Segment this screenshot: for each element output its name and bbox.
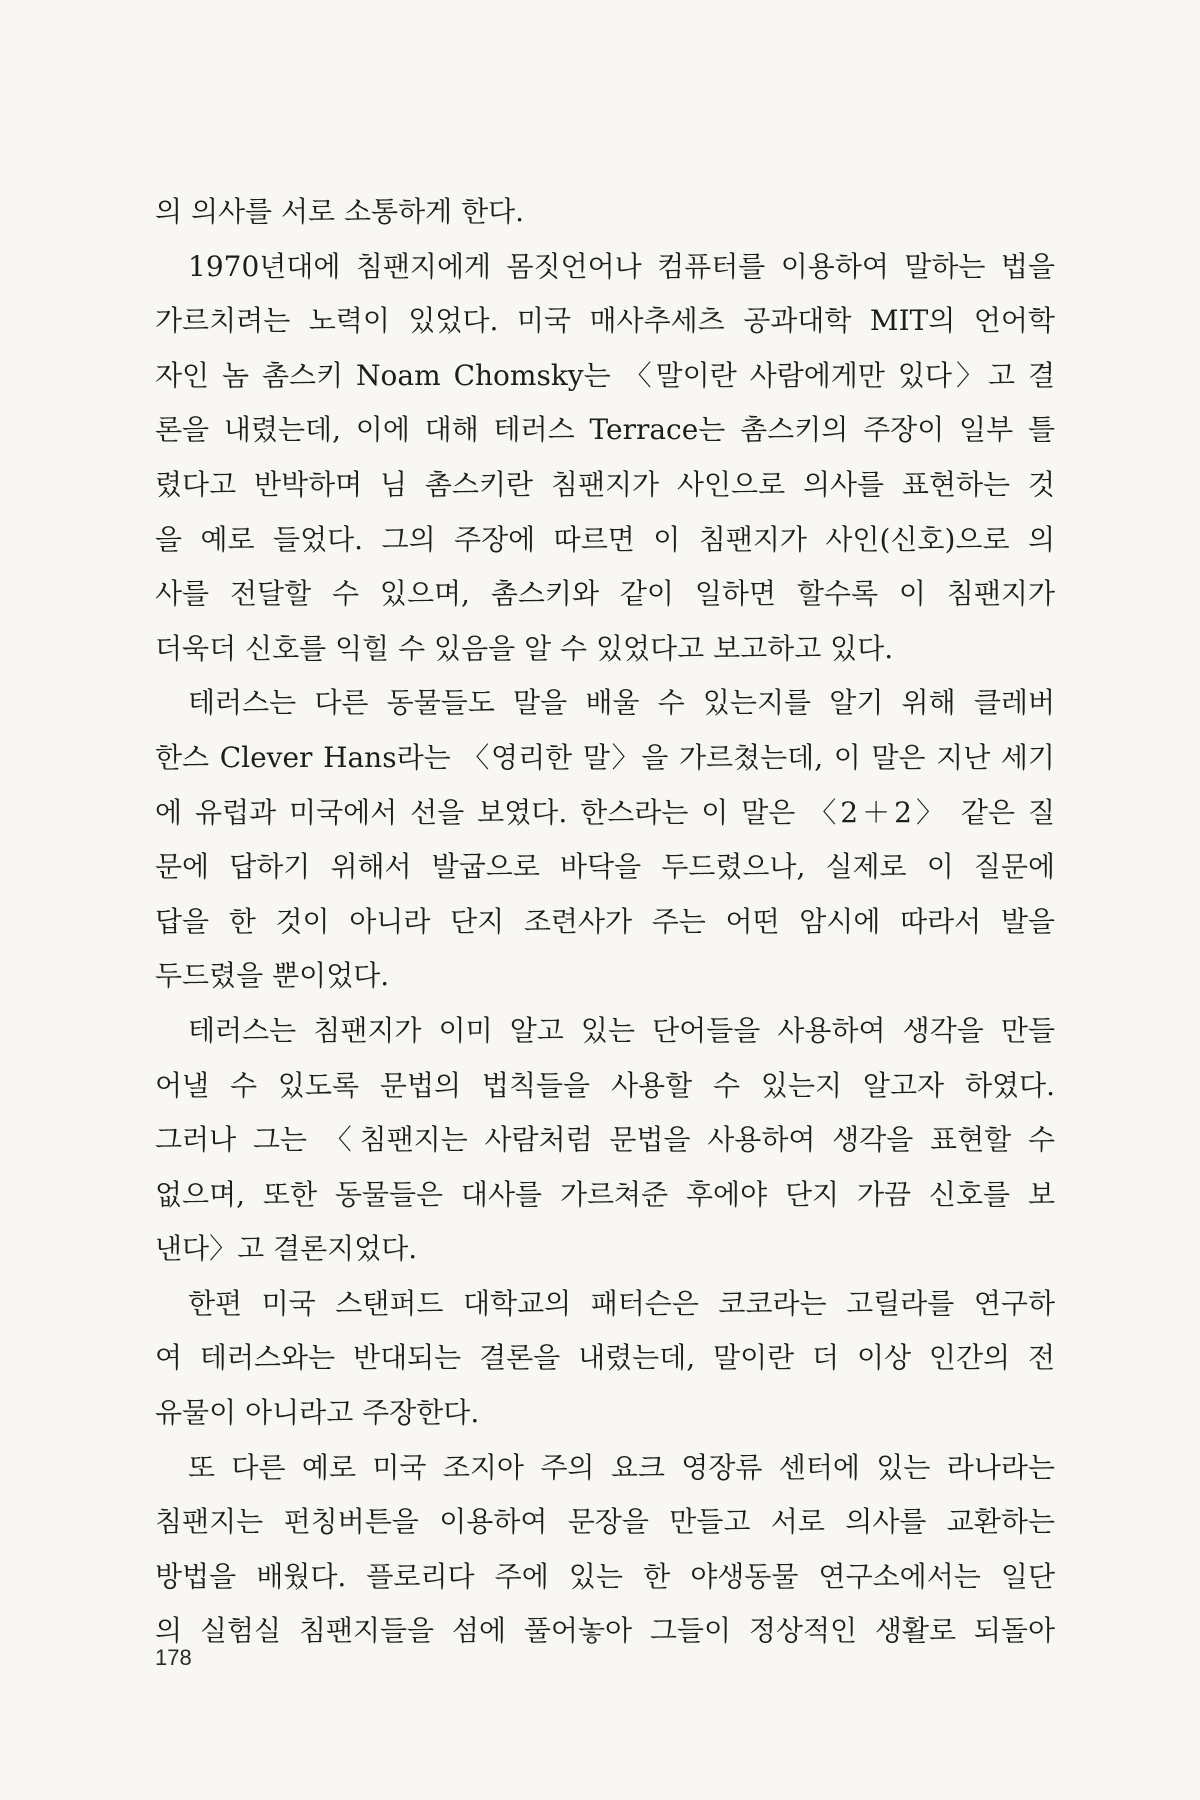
text-line: 두드렸을 뿐이었다. — [155, 959, 390, 993]
text-line: 1970년대에 침팬지에게 몸짓언어나 컴퓨터를 이용하여 말하는 법을 — [188, 249, 1055, 283]
text-line: 테러스는 다른 동물들도 말을 배울 수 있는지를 알기 위해 클레버 — [188, 686, 1055, 720]
text-line: 론을 내렸는데, 이에 대해 테러스 Terrace는 촘스키의 주장이 일부 틀 — [155, 413, 1055, 447]
text-line: 가르치려는 노력이 있었다. 미국 매사추세츠 공과대학 MIT의 언어학 — [155, 304, 1055, 338]
text-line: 의 실험실 침팬지들을 섬에 풀어놓아 그들이 정상적인 생활로 되돌아 — [155, 1614, 1055, 1648]
text-line: 을 예로 들었다. 그의 주장에 따르면 이 침팬지가 사인(신호)으로 의 — [155, 522, 1055, 556]
text-line: 어낼 수 있도록 문법의 법칙들을 사용할 수 있는지 알고자 하였다. — [155, 1068, 1055, 1102]
text-line: 의 의사를 서로 소통하게 한다. — [155, 195, 525, 228]
text-line: 더욱더 신호를 익힐 수 있음을 알 수 있었다고 보고하고 있다. — [155, 631, 894, 665]
text-line: 또 다른 예로 미국 조지아 주의 요크 영장류 센터에 있는 라나라는 — [188, 1450, 1055, 1484]
text-line: 없으며, 또한 동물들은 대사를 가르쳐준 후에야 단지 가끔 신호를 보 — [155, 1177, 1055, 1211]
text-line: 사를 전달할 수 있으며, 촘스키와 같이 일하면 할수록 이 침팬지가 — [155, 577, 1055, 611]
text-line: 테러스는 침팬지가 이미 알고 있는 단어들을 사용하여 생각을 만들 — [188, 1013, 1055, 1047]
text-line: 방법을 배웠다. 플로리다 주에 있는 한 야생동물 연구소에서는 일단 — [155, 1559, 1055, 1593]
text-line: 문에 답하기 위해서 발굽으로 바닥을 두드렸으나, 실제로 이 질문에 — [155, 850, 1055, 884]
text-line: 낸다〉고 결론지었다. — [155, 1232, 418, 1266]
text-line: 답을 한 것이 아니라 단지 조련사가 주는 어떤 암시에 따라서 발을 — [155, 904, 1055, 938]
text-line: 침팬지는 펀칭버튼을 이용하여 문장을 만들고 서로 의사를 교환하는 — [155, 1505, 1055, 1539]
text-line: 렸다고 반박하며 님 촘스키란 침팬지가 사인으로 의사를 표현하는 것 — [155, 467, 1055, 501]
text-line: 유물이 아니라고 주장한다. — [155, 1396, 480, 1430]
text-line: 여 테러스와는 반대되는 결론을 내렸는데, 말이란 더 이상 인간의 전 — [155, 1341, 1055, 1375]
body-text — [155, 185, 1055, 1659]
text-line: 자인 놈 촘스키 Noam Chomsky는 〈말이란 사람에게만 있다〉고 결 — [155, 358, 1055, 392]
text-line: 그러나 그는 〈침팬지는 사람처럼 문법을 사용하여 생각을 표현할 수 — [155, 1123, 1055, 1157]
text-line: 한편 미국 스탠퍼드 대학교의 패터슨은 코코라는 고릴라를 연구하 — [188, 1286, 1055, 1320]
text-line: 에 유럽과 미국에서 선을 보였다. 한스라는 이 말은 〈2＋2〉 같은 질 — [155, 795, 1055, 829]
text-line: 한스 Clever Hans라는 〈영리한 말〉을 가르쳤는데, 이 말은 지난 세기 — [155, 740, 1055, 774]
page-number: 178 — [155, 1645, 192, 1670]
